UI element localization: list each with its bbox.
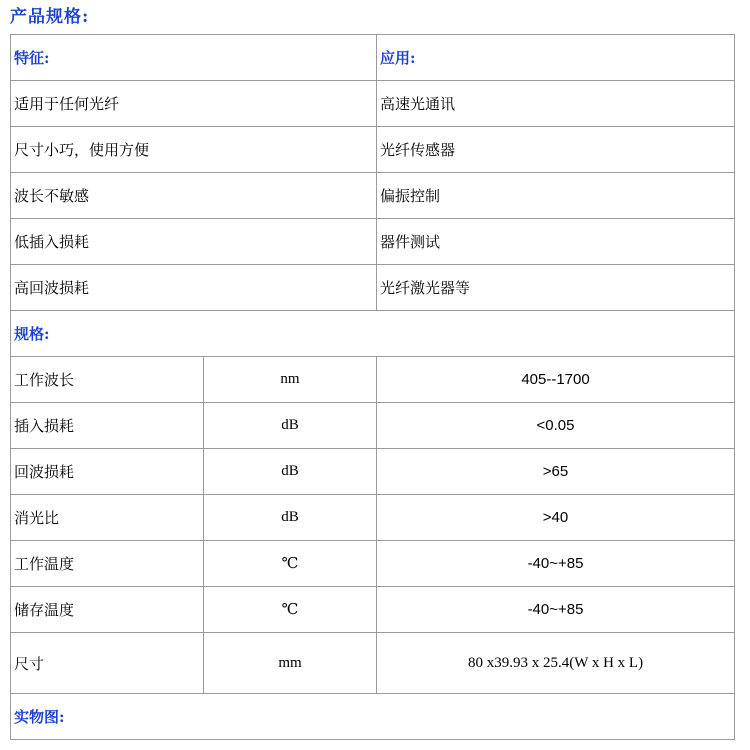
feature-row [11, 265, 735, 311]
spec-unit: nm [204, 357, 377, 403]
application-item: 高速光通讯 [377, 81, 735, 127]
spec-name: 储存温度 [11, 587, 204, 633]
spec-unit: mm [204, 633, 377, 694]
spec-name: 消光比 [11, 495, 204, 541]
spec-value: -40~+85 [377, 541, 735, 587]
spec-value: >40 [377, 495, 735, 541]
spec-unit: dB [204, 495, 377, 541]
application-item: 光纤激光器等 [377, 265, 735, 311]
spec-row [11, 449, 735, 495]
spec-name: 尺寸 [11, 633, 204, 694]
spec-unit: dB [204, 403, 377, 449]
spec-value: >65 [377, 449, 735, 495]
spec-name: 插入损耗 [11, 403, 204, 449]
spec-name: 工作温度 [11, 541, 204, 587]
feature-row [11, 127, 735, 173]
spec-value: <0.05 [377, 403, 735, 449]
application-item: 光纤传感器 [377, 127, 735, 173]
feature-row [11, 173, 735, 219]
feature-row [11, 81, 735, 127]
feature-row [11, 219, 735, 265]
spec-row [11, 541, 735, 587]
spec-unit: ℃ [204, 587, 377, 633]
photo-heading-row [11, 694, 735, 740]
spec-row [11, 403, 735, 449]
spec-row [11, 357, 735, 403]
spec-table [10, 34, 735, 740]
section-header-row [11, 35, 735, 81]
spec-unit: dB [204, 449, 377, 495]
spec-value: 405--1700 [377, 357, 735, 403]
spec-name: 回波损耗 [11, 449, 204, 495]
page-title: 产品规格: [10, 7, 90, 27]
feature-item: 低插入损耗 [11, 219, 377, 265]
spec-row [11, 633, 735, 694]
features-heading: 特征: [11, 35, 377, 81]
feature-item: 波长不敏感 [11, 173, 377, 219]
specs-heading-row [11, 311, 735, 357]
feature-item: 高回波损耗 [11, 265, 377, 311]
specs-heading: 规格: [11, 311, 735, 357]
application-item: 偏振控制 [377, 173, 735, 219]
spec-row [11, 587, 735, 633]
spec-value: -40~+85 [377, 587, 735, 633]
application-item: 器件测试 [377, 219, 735, 265]
spec-unit: ℃ [204, 541, 377, 587]
feature-item: 适用于任何光纤 [11, 81, 377, 127]
spec-name: 工作波长 [11, 357, 204, 403]
spec-row [11, 495, 735, 541]
spec-value: 80 x39.93 x 25.4(W x H x L) [377, 633, 735, 694]
feature-item: 尺寸小巧，使用方便 [11, 127, 377, 173]
applications-heading: 应用: [377, 35, 735, 81]
photo-heading: 实物图: [11, 694, 735, 740]
